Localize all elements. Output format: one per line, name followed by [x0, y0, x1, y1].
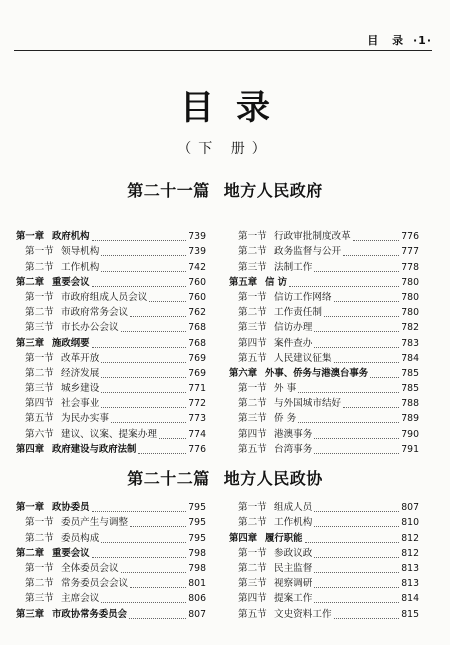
- toc-entry-page-number: 780: [401, 307, 419, 319]
- toc-entry-label: [16, 336, 90, 351]
- toc-entry-title: 政府建设与政府法制: [52, 443, 137, 455]
- toc-entry-label: [16, 381, 99, 396]
- toc-entry-title: 侨 务: [274, 413, 297, 425]
- toc-entry-label: [229, 546, 312, 561]
- toc-entry-number: 第五章: [229, 276, 258, 288]
- toc-section-entry: [16, 411, 206, 426]
- toc-entry-title: 重要会议: [52, 276, 90, 288]
- toc-entry-title: 法制工作: [274, 261, 313, 273]
- toc-entry-number: 第四章: [16, 443, 45, 455]
- dot-leader: [130, 576, 186, 588]
- toc-entry-number: 第一节: [25, 246, 54, 258]
- toc-column-right-part-21: [229, 229, 419, 457]
- toc-entry-number: 第三节: [25, 593, 54, 605]
- toc-entry-label: [16, 290, 147, 305]
- toc-section-entry: [16, 561, 206, 576]
- toc-entry-number: 第四节: [238, 428, 267, 440]
- toc-column-left-part-22: [16, 500, 206, 622]
- toc-entry-number: 第一节: [25, 517, 54, 529]
- toc-section-entry: [229, 320, 419, 335]
- toc-entry-number: 第三节: [25, 383, 54, 395]
- toc-entry-title: 市长办公会议: [61, 322, 119, 334]
- toc-entry-number: 第二节: [238, 562, 267, 574]
- toc-entry-title: 政协委员: [52, 502, 90, 514]
- toc-entry-label: [229, 290, 332, 305]
- toc-entry-number: 第一章: [16, 231, 45, 243]
- toc-entry-label: [229, 515, 312, 530]
- toc-chapter-entry: [229, 275, 419, 290]
- toc-entry-title: 工作责任制: [274, 307, 322, 319]
- toc-entry-title: 工作机构: [274, 517, 313, 529]
- dot-leader: [92, 500, 187, 512]
- toc-entry-label: [229, 561, 312, 576]
- dot-leader: [101, 260, 186, 272]
- toc-entry-title: 信访办理: [274, 322, 313, 334]
- toc-column-left-part-21: [16, 229, 206, 457]
- toc-section-entry: [229, 305, 419, 320]
- dot-leader: [314, 591, 399, 603]
- toc-section-entry: [16, 576, 206, 591]
- toc-section-entry: [229, 259, 419, 274]
- dot-leader: [121, 561, 187, 573]
- toc-entry-label: [16, 500, 90, 515]
- toc-entry-label: [229, 366, 368, 381]
- dot-leader: [298, 381, 399, 393]
- toc-entry-label: [16, 531, 99, 546]
- part-number: 第二十二篇: [127, 469, 210, 488]
- toc-entry-title: 经济发展: [61, 367, 100, 379]
- toc-entry-label: [16, 260, 99, 275]
- toc-entry-label: [16, 546, 90, 561]
- toc-entry-label: [229, 229, 351, 244]
- toc-entry-label: [229, 396, 341, 411]
- toc-entry-number: 第二节: [25, 367, 54, 379]
- toc-entry-title: 市政府常务会议: [61, 307, 129, 319]
- dot-leader: [324, 305, 399, 317]
- toc-section-entry: [229, 426, 419, 441]
- toc-entry-title: 政务监督与公开: [274, 246, 342, 258]
- toc-entry-number: 第二章: [16, 276, 45, 288]
- toc-entry-title: 领导机构: [61, 246, 100, 258]
- toc-section-entry: [16, 366, 206, 381]
- toc-entry-label: [229, 607, 332, 622]
- toc-entry-number: 第三节: [238, 413, 267, 425]
- toc-entry-title: 信访工作网络: [274, 291, 332, 303]
- toc-entry-number: 第一节: [25, 562, 54, 574]
- toc-entry-page-number: 739: [188, 246, 206, 258]
- toc-entry-label: [16, 244, 99, 259]
- toc-chapter-entry: [16, 335, 206, 350]
- toc-entry-page-number: 795: [188, 502, 206, 514]
- toc-entry-page-number: 768: [188, 337, 206, 349]
- toc-chapter-entry: [16, 442, 206, 457]
- toc-entry-number: 第四节: [25, 398, 54, 410]
- toc-entry-label: [16, 229, 90, 244]
- toc-section-entry: [229, 351, 419, 366]
- toc-entry-page-number: 776: [188, 443, 206, 455]
- toc-entry-number: 第二节: [238, 398, 267, 410]
- toc-entry-title: 外事、侨务与港澳台事务: [265, 367, 369, 379]
- toc-entry-title: 民主监督: [274, 562, 313, 574]
- toc-entry-page-number: 790: [401, 428, 419, 440]
- dot-leader: [314, 515, 399, 527]
- toc-entry-label: [16, 366, 99, 381]
- dot-leader: [92, 275, 187, 287]
- toc-section-entry: [229, 244, 419, 259]
- toc-entry-number: 第五节: [238, 608, 267, 620]
- toc-entry-number: 第三节: [238, 322, 267, 334]
- toc-entry-number: 第一节: [25, 352, 54, 364]
- toc-section-entry: [229, 576, 419, 591]
- toc-entry-title: 信 访: [265, 276, 288, 288]
- toc-entry-page-number: 778: [401, 261, 419, 273]
- toc-entry-title: 全体委员会议: [61, 562, 119, 574]
- toc-entry-page-number: 760: [188, 291, 206, 303]
- toc-entry-number: 第二节: [238, 517, 267, 529]
- toc-chapter-entry: [229, 366, 419, 381]
- toc-entry-page-number: 782: [401, 322, 419, 334]
- toc-entry-title: 视察调研: [274, 578, 313, 590]
- toc-entry-page-number: 771: [188, 383, 206, 395]
- toc-entry-title: 政府机构: [52, 231, 90, 243]
- toc-entry-page-number: 769: [188, 367, 206, 379]
- toc-entry-label: [229, 411, 296, 426]
- toc-entry-label: [16, 427, 157, 442]
- dot-leader: [334, 351, 400, 363]
- toc-entry-page-number: 789: [401, 413, 419, 425]
- toc-entry-page-number: 810: [401, 517, 419, 529]
- toc-section-entry: [229, 591, 419, 606]
- toc-entry-page-number: 739: [188, 231, 206, 243]
- toc-entry-title: 常务委员会会议: [61, 578, 129, 590]
- dot-leader: [129, 607, 186, 619]
- toc-entry-label: [16, 591, 99, 606]
- toc-entry-page-number: 814: [401, 593, 419, 605]
- volume-label: （下 册）: [177, 141, 273, 157]
- dot-leader: [334, 290, 400, 302]
- toc-section-entry: [16, 351, 206, 366]
- dot-leader: [101, 396, 186, 408]
- toc-entry-page-number: 785: [401, 383, 419, 395]
- dot-leader: [314, 561, 399, 573]
- toc-entry-title: 行政审批制度改革: [274, 231, 351, 243]
- toc-entry-label: [229, 244, 341, 259]
- toc-section-entry: [16, 259, 206, 274]
- toc-entry-number: 第二节: [25, 578, 54, 590]
- dot-leader: [289, 275, 399, 287]
- toc-entry-label: [229, 381, 296, 396]
- toc-entry-label: [229, 336, 312, 351]
- toc-entry-page-number: 784: [401, 352, 419, 364]
- toc-entry-page-number: 780: [401, 291, 419, 303]
- toc-entry-label: [16, 275, 90, 290]
- toc-entry-number: 第三章: [16, 337, 45, 349]
- dot-leader: [353, 229, 400, 241]
- toc-entry-label: [229, 275, 287, 290]
- toc-entry-page-number: 785: [401, 367, 419, 379]
- toc-entry-page-number: 774: [188, 428, 206, 440]
- toc-entry-number: 第一节: [238, 547, 267, 559]
- toc-section-entry: [229, 335, 419, 350]
- toc-entry-page-number: 768: [188, 322, 206, 334]
- page-title: 目录: [180, 88, 292, 128]
- toc-entry-title: 重要会议: [52, 547, 90, 559]
- dot-leader: [298, 411, 399, 423]
- toc-entry-label: [229, 500, 312, 515]
- toc-entry-label: [229, 305, 322, 320]
- toc-entry-title: 工作机构: [61, 261, 100, 273]
- toc-entry-title: 市政协常务委员会: [52, 608, 128, 620]
- toc-chapter-entry: [16, 229, 206, 244]
- toc-entry-title: 建议、议案、提案办理: [61, 428, 157, 440]
- dot-leader: [370, 366, 399, 378]
- dot-leader: [314, 320, 399, 332]
- dot-leader: [101, 244, 186, 256]
- toc-entry-title: 港澳事务: [274, 428, 313, 440]
- dot-leader: [92, 229, 187, 241]
- toc-entry-page-number: 798: [188, 547, 206, 559]
- toc-entry-label: [16, 351, 99, 366]
- toc-entry-title: 城乡建设: [61, 383, 100, 395]
- dot-leader: [111, 411, 186, 423]
- toc-section-entry: [16, 305, 206, 320]
- toc-entry-page-number: 795: [188, 517, 206, 529]
- toc-entry-number: 第二节: [25, 307, 54, 319]
- toc-section-entry: [229, 381, 419, 396]
- toc-section-entry: [16, 396, 206, 411]
- toc-entry-number: 第四节: [238, 337, 267, 349]
- toc-entry-number: 第六节: [25, 428, 54, 440]
- toc-entry-title: 委员产生与调整: [61, 517, 129, 529]
- dot-leader: [334, 607, 400, 619]
- toc-entry-number: 第五节: [238, 443, 267, 455]
- toc-entry-number: 第五节: [238, 352, 267, 364]
- toc-entry-page-number: 776: [401, 231, 419, 243]
- toc-section-entry: [16, 530, 206, 545]
- toc-entry-number: 第一节: [25, 291, 54, 303]
- dot-leader: [314, 442, 399, 454]
- toc-entry-page-number: 807: [188, 608, 206, 620]
- dot-leader: [149, 290, 186, 302]
- toc-entry-number: 第三节: [238, 578, 267, 590]
- toc-entry-number: 第二节: [238, 246, 267, 258]
- dot-leader: [314, 546, 399, 558]
- toc-entry-page-number: 760: [188, 276, 206, 288]
- toc-entry-page-number: 777: [401, 246, 419, 258]
- toc-entry-title: 组成人员: [274, 502, 313, 514]
- running-head-page-number: ·1·: [412, 34, 432, 47]
- toc-entry-number: 第三节: [25, 322, 54, 334]
- toc-section-entry: [229, 290, 419, 305]
- toc-entry-label: [16, 561, 119, 576]
- toc-entry-number: 第五节: [25, 413, 54, 425]
- toc-entry-label: [16, 607, 127, 622]
- toc-entry-label: [16, 576, 128, 591]
- toc-entry-title: 履行职能: [265, 532, 303, 544]
- toc-entry-number: 第二节: [25, 261, 54, 273]
- toc-section-entry: [229, 515, 419, 530]
- toc-entry-title: 与外国城市结好: [274, 398, 342, 410]
- dot-leader: [305, 531, 400, 543]
- part-title-21: [0, 178, 450, 201]
- dot-leader: [130, 515, 186, 527]
- dot-leader: [314, 500, 399, 512]
- toc-entry-title: 社会事业: [61, 398, 100, 410]
- part-name: 地方人民政府: [223, 181, 323, 200]
- toc-section-entry: [229, 561, 419, 576]
- toc-entry-page-number: 742: [188, 261, 206, 273]
- toc-entry-label: [16, 320, 119, 335]
- running-head-text: [367, 32, 432, 48]
- toc-section-entry: [16, 515, 206, 530]
- toc-chapter-entry: [229, 530, 419, 545]
- toc-entry-label: [229, 576, 312, 591]
- toc-entry-title: 主席会议: [61, 593, 100, 605]
- toc-section-entry: [229, 396, 419, 411]
- toc-entry-page-number: 762: [188, 307, 206, 319]
- toc-section-entry: [16, 591, 206, 606]
- toc-entry-page-number: 783: [401, 337, 419, 349]
- toc-entry-number: 第一节: [238, 383, 267, 395]
- dot-leader: [130, 305, 186, 317]
- toc-entry-title: 提案工作: [274, 593, 313, 605]
- toc-entry-label: [16, 442, 136, 457]
- toc-entry-page-number: 798: [188, 562, 206, 574]
- toc-section-entry: [229, 442, 419, 457]
- toc-entry-label: [229, 427, 312, 442]
- toc-chapter-entry: [16, 500, 206, 515]
- dot-leader: [101, 381, 186, 393]
- toc-section-entry: [16, 381, 206, 396]
- toc-entry-page-number: 806: [188, 593, 206, 605]
- toc-entry-number: 第一章: [16, 502, 45, 514]
- toc-entry-label: [16, 411, 109, 426]
- toc-entry-page-number: 788: [401, 398, 419, 410]
- toc-section-entry: [16, 426, 206, 441]
- toc-chapter-entry: [16, 546, 206, 561]
- toc-entry-label: [229, 320, 312, 335]
- toc-section-entry: [229, 500, 419, 515]
- dot-leader: [101, 531, 186, 543]
- toc-entry-page-number: 815: [401, 608, 419, 620]
- dot-leader: [101, 591, 186, 603]
- toc-entry-title: 外 事: [274, 383, 297, 395]
- toc-section-entry: [16, 244, 206, 259]
- dot-leader: [314, 336, 399, 348]
- toc-section-entry: [229, 229, 419, 244]
- toc-entry-number: 第二节: [25, 532, 54, 544]
- dot-leader: [101, 366, 186, 378]
- toc-entry-title: 为民办实事: [61, 413, 109, 425]
- toc-section-entry: [229, 411, 419, 426]
- toc-entry-page-number: 795: [188, 532, 206, 544]
- toc-column-right-part-22: [229, 500, 419, 622]
- toc-entry-title: 改革开放: [61, 352, 100, 364]
- toc-entry-number: 第一节: [238, 231, 267, 243]
- part-name: 地方人民政协: [223, 469, 323, 488]
- toc-entry-page-number: 769: [188, 352, 206, 364]
- toc-entry-label: [229, 442, 312, 457]
- part-number: 第二十一篇: [127, 181, 210, 200]
- toc-entry-title: 市政府组成人员会议: [61, 291, 148, 303]
- toc-entry-number: 第四节: [238, 593, 267, 605]
- toc-entry-page-number: 813: [401, 562, 419, 574]
- toc-entry-label: [16, 305, 128, 320]
- toc-entry-page-number: 807: [401, 502, 419, 514]
- toc-section-entry: [229, 606, 419, 621]
- toc-chapter-entry: [16, 606, 206, 621]
- toc-entry-label: [229, 260, 312, 275]
- toc-entry-page-number: 812: [401, 532, 419, 544]
- toc-entry-title: 人民建议征集: [274, 352, 332, 364]
- dot-leader: [343, 396, 399, 408]
- toc-entry-number: 第六章: [229, 367, 258, 379]
- dot-leader: [121, 320, 187, 332]
- toc-entry-title: 施政纲要: [52, 337, 90, 349]
- dot-leader: [314, 260, 399, 272]
- toc-entry-title: 案件查办: [274, 337, 313, 349]
- toc-entry-page-number: 812: [401, 547, 419, 559]
- dot-leader: [138, 442, 186, 454]
- toc-entry-page-number: 801: [188, 578, 206, 590]
- toc-entry-number: 第二章: [16, 547, 45, 559]
- dot-leader: [101, 351, 186, 363]
- toc-entry-page-number: 791: [401, 443, 419, 455]
- dot-leader: [343, 244, 399, 256]
- dot-leader: [314, 427, 399, 439]
- toc-entry-number: 第一节: [238, 291, 267, 303]
- toc-section-entry: [229, 546, 419, 561]
- toc-entry-number: 第二节: [238, 307, 267, 319]
- running-head-title: 目 录: [367, 34, 409, 47]
- toc-entry-page-number: 773: [188, 413, 206, 425]
- dot-leader: [92, 336, 187, 348]
- part-title-22: [0, 466, 450, 489]
- toc-entry-number: 第一节: [238, 502, 267, 514]
- toc-entry-title: 台湾事务: [274, 443, 313, 455]
- toc-entry-label: [229, 531, 303, 546]
- dot-leader: [314, 576, 399, 588]
- toc-entry-number: 第四章: [229, 532, 258, 544]
- toc-section-entry: [16, 290, 206, 305]
- toc-entry-title: 文史资料工作: [274, 608, 332, 620]
- toc-entry-page-number: 772: [188, 398, 206, 410]
- running-head: [14, 32, 432, 51]
- toc-entry-number: 第三章: [16, 608, 45, 620]
- toc-entry-number: 第三节: [238, 261, 267, 273]
- toc-entry-label: [16, 396, 99, 411]
- dot-leader: [92, 546, 187, 558]
- toc-entry-label: [229, 351, 332, 366]
- toc-chapter-entry: [16, 275, 206, 290]
- toc-section-entry: [16, 320, 206, 335]
- toc-entry-label: [16, 515, 128, 530]
- toc-entry-label: [229, 591, 312, 606]
- toc-entry-title: 委员构成: [61, 532, 100, 544]
- toc-entry-page-number: 780: [401, 276, 419, 288]
- dot-leader: [159, 427, 186, 439]
- toc-entry-title: 参政议政: [274, 547, 313, 559]
- toc-entry-page-number: 813: [401, 578, 419, 590]
